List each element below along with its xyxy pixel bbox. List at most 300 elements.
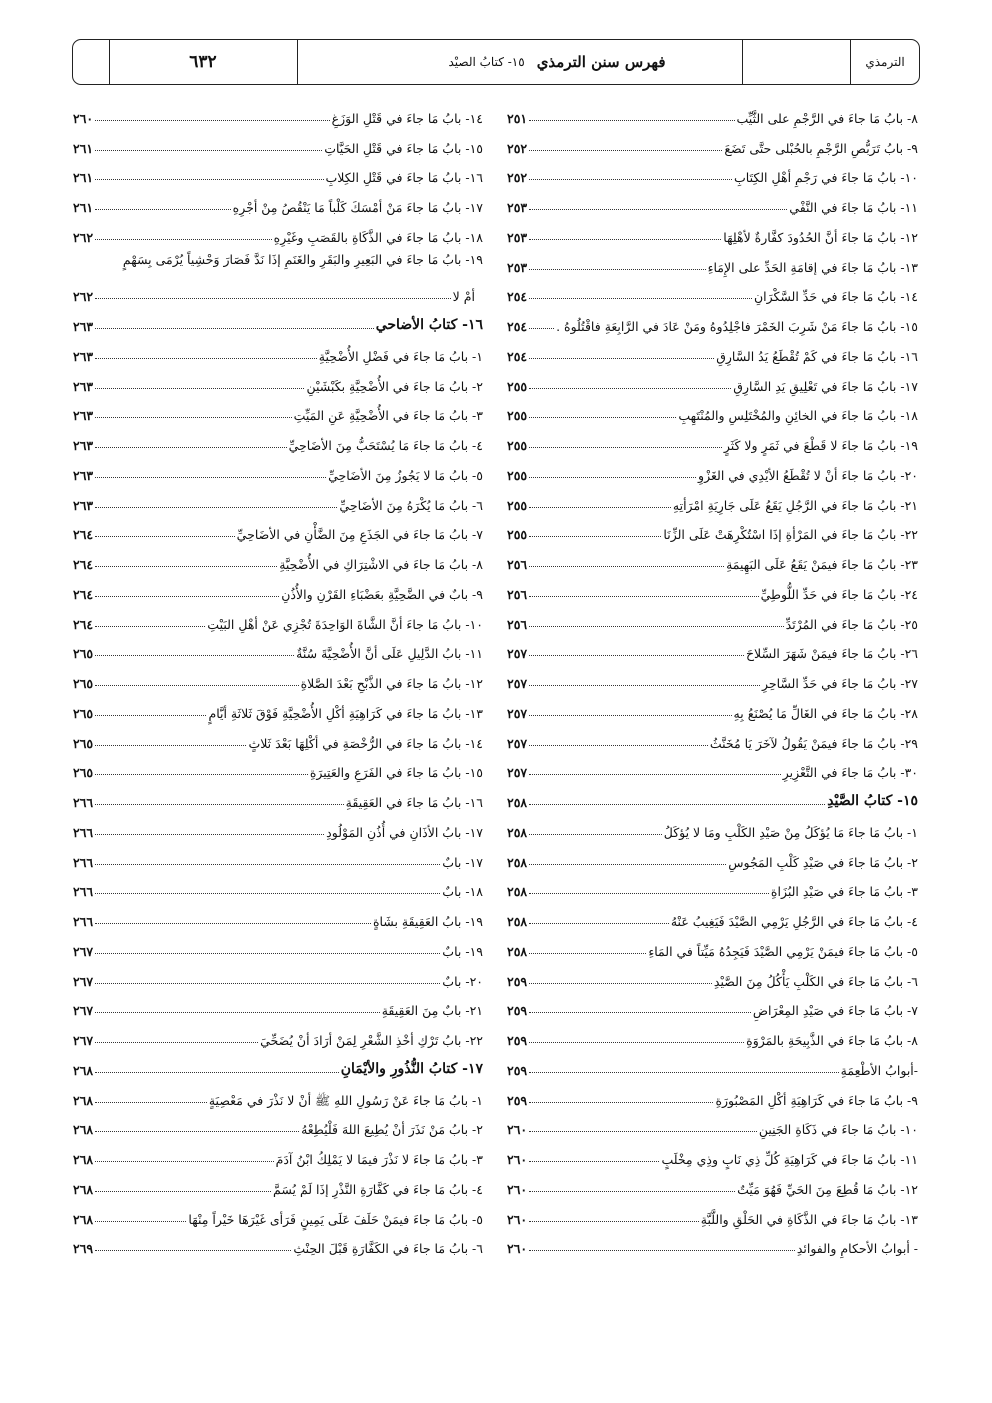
entry-title: ١٤- بابُ مَا جاءَ في قَتْلِ الوَزَغِ [331, 110, 483, 126]
index-entry [507, 1227, 918, 1257]
entry-page-number: ٢٦٨ [73, 1092, 94, 1108]
index-entry [507, 185, 918, 215]
index-entry [507, 721, 918, 751]
dot-leader [95, 804, 344, 805]
index-entry [73, 453, 483, 483]
entry-page-number: ٢٦٦ [73, 914, 94, 929]
entry-page-number: ٢٥٧ [507, 735, 528, 751]
index-entry [507, 929, 918, 959]
entry-title: ٢- بابُ مَنْ نَذَرَ أنْ يُطِيعَ اللهَ فَلْيُطِعْهُ [301, 1122, 483, 1138]
entry-title: ١٤- بابُ مَا جاءَ في الرُّخْصَةِ في أكْلِهَا بَعْدَ ثَلاثٍ [248, 735, 483, 751]
index-title: فهرس سنن الترمذي [536, 53, 666, 71]
entry-page-number: ٢٦٣ [73, 438, 94, 453]
index-entry [73, 602, 483, 632]
dot-leader [529, 120, 734, 121]
entry-title: ٢٨- بابُ مَا جاءَ في الغَالِّ مَا يُصْنَعُ بِهِ [733, 705, 918, 721]
entry-page-number: ٢٥٦ [507, 586, 528, 602]
entry-title: ٨- بابُ مَا جاءَ في الذَّبِيحَةِ بالمَرْوَةِ [746, 1033, 918, 1048]
index-entry [73, 840, 483, 870]
index-entry [73, 423, 483, 453]
chapter-heading [507, 780, 918, 810]
entry-page-number: ٢٦٧ [73, 1003, 94, 1019]
index-entry [507, 661, 918, 691]
dot-leader [529, 983, 712, 984]
dot-leader [529, 953, 646, 954]
dot-leader [95, 298, 451, 299]
dot-leader [95, 655, 294, 656]
entry-page-number: ٢٦٥ [73, 735, 94, 751]
index-entry [507, 602, 918, 632]
index-entry [73, 542, 483, 572]
entry-title: ٢٣- بابُ مَا جاءَ فيمَنْ يَقَعُ عَلَى البَهِيمَةِ [726, 557, 918, 572]
entry-page-number: ٢٦٣ [73, 408, 94, 424]
dot-leader [95, 447, 286, 448]
index-entry [73, 334, 483, 364]
index-entry [73, 126, 483, 156]
page-number: ٦٣٢ [189, 52, 217, 72]
index-entry [73, 899, 483, 929]
entry-page-number: ٢٥٤ [507, 348, 528, 364]
entry-page-number: ٢٦٣ [73, 497, 94, 513]
dot-leader [95, 923, 371, 924]
dot-leader [529, 1012, 751, 1013]
dot-leader [95, 179, 323, 180]
entry-title: ١٩- بابُ العَقِيقَةِ بشَاةٍ [372, 914, 483, 929]
book-name: الترمذي [865, 55, 905, 69]
entry-page-number: ٢٦٣ [73, 378, 94, 394]
entry-page-number: ٢٦٠ [507, 1152, 528, 1167]
dot-leader [529, 239, 721, 240]
entry-page-number: ٢٦٢ [73, 289, 94, 305]
dot-leader [529, 150, 722, 151]
index-entry [73, 1108, 483, 1138]
entry-title: ٨- بابُ مَا جاءَ في الاشْتِرَاكِ في الأُضْحِيَّةِ [279, 557, 483, 572]
entry-title: -أبوابُ الأطْعِمَةِ [840, 1062, 918, 1078]
index-entry [507, 215, 918, 245]
entry-title: ٨- بابُ مَا جاءَ في الرَّجْمِ على الثَّيِّب [736, 110, 918, 126]
entry-page-number: ٢٥٧ [507, 646, 528, 662]
index-entry [73, 751, 483, 781]
entry-title: ٤- بابُ مَا جاءَ في كَفَّارَةِ النَّذْرِ إذَا لَمْ يُسَمَّ [273, 1181, 483, 1197]
entry-page-number: ٢٦٣ [73, 348, 94, 364]
index-entry [507, 126, 918, 156]
dot-leader [95, 150, 322, 151]
entry-title: ١٧- بابُ مَا جاءَ في تَعْلِيقِ يَدِ السَّارِقِ [733, 378, 918, 394]
entry-page-number: ٢٦٠ [73, 110, 94, 126]
entry-page-number: ٢٥٥ [507, 527, 528, 543]
dot-leader [529, 923, 669, 924]
index-entry [73, 1227, 483, 1257]
entry-page-number: ٢٥٧ [507, 765, 528, 781]
dot-leader [95, 1161, 273, 1162]
index-entry [73, 156, 483, 186]
entry-title: ١٦- كتابُ الأضاحي [375, 317, 483, 334]
index-entry [73, 870, 483, 900]
index-column-right [507, 96, 918, 1256]
entry-page-number: ٢٥٥ [507, 438, 528, 453]
entry-page-number: ٢٦٤ [73, 586, 94, 602]
index-entry [507, 334, 918, 364]
dot-leader [95, 1221, 186, 1222]
dot-leader [95, 1191, 271, 1192]
header-divider [850, 40, 851, 84]
entry-page-number: ٢٦٠ [507, 1241, 528, 1257]
index-entry [73, 572, 483, 602]
entry-title: ١٥- بابُ مَا جاءَ مَنْ شَرِبَ الخَمْرَ فاجْلِدُوهُ ومَنْ عَادَ في الرَّابِعَةِ فاقْتُلُوهُ . [556, 319, 918, 334]
index-entry [73, 275, 483, 305]
dot-leader [529, 1221, 699, 1222]
entry-title: ٥- بابُ مَا جاءَ فيمَنْ حَلَفَ عَلَى يَمِينٍ فَرَأى غَيْرَهَا خَيْراً مِنْهَا [188, 1211, 483, 1227]
entry-title: ١٣- بابُ مَا جاءَ في الذَّكَاةِ في الحَلْقِ واللَّبَّةِ [700, 1211, 918, 1227]
entry-title: ١٦- بابُ مَا جاءَ في قَتْلِ الكِلابِ [325, 170, 483, 186]
entry-title: ٥- بابُ مَا لا يَجُوزُ مِنَ الأضَاحِيِّ [328, 467, 483, 483]
entry-title: ١٦- بابُ مَا جاءَ في العَقِيقَةِ [345, 795, 483, 810]
dot-leader [529, 1131, 757, 1132]
dot-leader [529, 269, 705, 270]
entry-title: ١٩- بابٌ [442, 943, 483, 959]
entry-page-number: ٢٦٤ [73, 557, 94, 572]
index-entry [507, 810, 918, 840]
entry-title: ١٥- بابُ مَا جاءَ في قَتْلِ الحَيَّاتِ [324, 140, 483, 156]
dot-leader [529, 566, 724, 567]
entry-page-number: ٢٦٣ [73, 467, 94, 483]
entry-page-number: ٢٥٢ [507, 140, 528, 156]
index-entry [507, 304, 918, 334]
dot-leader [95, 536, 235, 537]
entry-title: أمْ لا [452, 289, 475, 305]
entry-title: ٩- بابُ مَا جاءَ في كَرَاهِيَةِ أكْلِ المَصْبُورَةِ [715, 1092, 918, 1108]
index-entry [507, 245, 918, 275]
entry-page-number: ٢٦٨ [73, 1122, 94, 1138]
index-entry [73, 691, 483, 721]
entry-title: ١٥- بابُ مَا جاءَ في الفَرَعِ والعَتِيرَةِ [309, 765, 483, 781]
entry-page-number: ٢٥٧ [507, 705, 528, 721]
dot-leader [95, 834, 324, 835]
entry-title: ١٦- بابُ مَا جاءَ في كَمْ تُقْطَعُ يَدُ السَّارِقِ [716, 348, 918, 364]
entry-title: ٧- بابُ مَا جاءَ في الجَذَعِ مِنَ الضَّأْنِ في الأضَاحِيِّ [236, 527, 483, 543]
entry-title: ٢١- بابُ مَا جاءَ في الرَّجُلِ يَقَعُ عَلَى جَارِيَةِ امْرَأتِهِ [672, 497, 918, 513]
dot-leader [529, 477, 696, 478]
index-entry [73, 96, 483, 126]
entry-title: ١- بابُ مَا جاءَ في فَضْلِ الأُضْحِيَّةِ [318, 348, 483, 364]
entry-title: ١٣- بابُ مَا جاءَ في كَرَاهِيَةِ أكْلِ الأُضْحِيَّةِ فَوْقَ ثَلاثَةِ أيَّامٍ [208, 705, 483, 721]
entry-title: ١٩- بابُ مَا جاءَ في البَعِيرِ والبَقَرِ والغَنَمِ إذَا نَدَّ فَصَارَ وَحْشِياً يُرْمَى بِسَهْمٍ [122, 252, 483, 268]
entry-title: ١٠- بابُ مَا جاءَ في رَجْمِ أهْلِ الكِتَابِ [734, 170, 918, 186]
entry-title: ١٧- كتابُ النُّذُورِ والأيْمَانِ [340, 1060, 483, 1077]
entry-page-number: ٢٦٠ [507, 1181, 528, 1197]
dot-leader [95, 1042, 258, 1043]
chapter-heading [73, 304, 483, 334]
dot-leader [529, 1250, 795, 1251]
entry-title: ١٧- بابُ الأذَانِ في أُذُنِ المَوْلُودِ [326, 824, 483, 840]
dot-leader [95, 1102, 207, 1103]
entry-title: ١٢- بابُ مَا جاءَ في الذَّبْحِ بَعْدَ الصَّلاةِ [300, 676, 483, 691]
entry-title: ٩- بابُ تَرَبُّصِ الرَّجْمِ بالحُبْلى حتَّى تَضَعَ [724, 140, 918, 156]
entry-page-number: ٢٦١ [73, 140, 94, 156]
entry-page-number: ٢٥٧ [507, 676, 528, 691]
entry-page-number: ٢٦٨ [73, 1152, 94, 1167]
dot-leader [529, 626, 784, 627]
entry-page-number: ٢٦٥ [73, 676, 94, 691]
dot-leader [95, 626, 205, 627]
dot-leader [95, 893, 440, 894]
dot-leader [95, 596, 279, 597]
dot-leader [529, 328, 554, 329]
dot-leader [95, 1131, 299, 1132]
dot-leader [95, 1012, 380, 1013]
entry-title: - أبوابُ الأحكامِ والفوائدِ [796, 1241, 918, 1257]
entry-page-number: ٢٦٥ [73, 705, 94, 721]
entry-title: ٦- بابُ مَا يُكْرَهُ مِنَ الأضَاحِيِّ [339, 497, 483, 513]
entry-title: ٦- بابُ مَا جاءَ في الكَلْبِ يَأْكُلُ مِنَ الصَّيْدِ [713, 973, 918, 989]
entry-title: ١٩- بابُ مَا جاءَ لا قَطْعَ في ثَمَرٍ ولا كَثَرٍ [723, 438, 918, 453]
dot-leader [95, 953, 440, 954]
entry-page-number: ٢٦٥ [73, 765, 94, 781]
dot-leader [95, 120, 330, 121]
dot-leader [95, 1072, 339, 1073]
entry-page-number: ٢٥٨ [507, 914, 528, 929]
dot-leader [95, 477, 326, 478]
dot-leader [529, 685, 760, 686]
entry-page-number: ٢٥٨ [507, 824, 528, 840]
index-entry [507, 483, 918, 513]
entry-page-number: ٢٦٠ [507, 1211, 528, 1227]
entry-title: ١٨- بابُ مَا جاءَ في الذَّكَاةِ بالقَصَبِ وغَيْرِهِ [273, 229, 483, 245]
index-entry [73, 929, 483, 959]
index-entry [73, 1197, 483, 1227]
dot-leader [529, 1191, 735, 1192]
page-header [72, 39, 920, 85]
entry-title: ٢٦- بابُ مَا جاءَ فيمَنْ شَهَرَ السِّلاحَ [745, 646, 918, 662]
dot-leader [95, 1250, 291, 1251]
index-entry [507, 1078, 918, 1108]
dot-leader [95, 507, 337, 508]
entry-page-number: ٢٥٩ [507, 1062, 528, 1078]
entry-page-number: ٢٦٤ [73, 616, 94, 632]
dot-leader [529, 298, 752, 299]
index-entry [73, 989, 483, 1019]
header-divider [109, 40, 110, 84]
index-entry [507, 1167, 918, 1197]
index-entry [507, 156, 918, 186]
entry-page-number: ٢٥١ [507, 110, 528, 126]
index-entry [507, 394, 918, 424]
entry-page-number: ٢٥٦ [507, 557, 528, 572]
index-subtitle: ١٥- كتابُ الصيْد [448, 55, 525, 69]
index-entry [507, 542, 918, 572]
index-entry [73, 394, 483, 424]
entry-page-number: ٢٥٩ [507, 973, 528, 989]
entry-page-number: ٢٦٦ [73, 795, 94, 810]
dot-leader [95, 328, 374, 329]
index-entry [73, 483, 483, 513]
dot-leader [529, 1102, 713, 1103]
entry-title: ٢٧- بابُ مَا جاءَ في حَدِّ السَّاحِرِ [761, 676, 918, 691]
index-entry [507, 96, 918, 126]
index-entry [507, 899, 918, 929]
entry-page-number: ٢٥٨ [507, 943, 528, 959]
index-entry [507, 989, 918, 1019]
entry-page-number: ٢٥٤ [507, 289, 528, 305]
entry-page-number: ٢٥٣ [507, 200, 528, 215]
index-entry [507, 423, 918, 453]
entry-page-number: ٢٦٢ [73, 229, 94, 245]
index-entry [507, 1048, 918, 1078]
index-entry [507, 1018, 918, 1048]
entry-title: ٣٠- بابُ مَا جاءَ في التَّعْزِيرِ [782, 765, 918, 781]
entry-title: ٢٥- بابُ مَا جاءَ في المُرْتَدِّ [785, 616, 918, 632]
entry-page-number: ٢٥٨ [507, 884, 528, 900]
index-entry [73, 364, 483, 394]
entry-page-number: ٢٦٨ [73, 1181, 94, 1197]
dot-leader [95, 745, 246, 746]
entry-page-number: ٢٥٥ [507, 497, 528, 513]
entry-title: ٣- بابُ مَا جاءَ في صَيْدِ البُزَاةِ [770, 884, 918, 900]
entry-title: ١- بابُ مَا جاءَ مَا يُؤكَلُ مِنْ صَيْدِ الكَلْبِ ومَا لا يُؤكَلُ [663, 824, 918, 840]
entry-page-number: ٢٦٨ [73, 1211, 94, 1227]
dot-leader [529, 655, 744, 656]
entry-page-number: ٢٥٣ [507, 229, 528, 245]
index-entry [73, 1078, 483, 1108]
index-entry [73, 959, 483, 989]
dot-leader [95, 566, 277, 567]
dot-leader [95, 715, 206, 716]
entry-title: ١٠- بابُ مَا جاءَ أنَّ الشَّاةَ الوَاحِدَةَ تُجْزِي عَنْ أهْلِ البَيْتِ [207, 616, 483, 632]
entry-page-number: ٢٥٨ [507, 795, 528, 810]
dot-leader [95, 388, 304, 389]
entry-title: ٢٢- بابُ تَرْكِ أخْذِ الشَّعْرِ لِمَنْ أرَادَ أنْ يُضَحِّيَ [260, 1033, 483, 1048]
index-entry [507, 751, 918, 781]
entry-page-number: ٢٦١ [73, 200, 94, 215]
entry-page-number: ٢٦٣ [73, 319, 94, 334]
dot-leader [95, 358, 317, 359]
entry-title: ٤- بابُ مَا جاءَ في الرَّجُلِ يَرْمِي الصَّيْدَ فَيَغِيبُ عَنْهُ [670, 914, 918, 929]
chapter-heading [73, 1048, 483, 1078]
dot-leader [95, 209, 230, 210]
entry-page-number: ٢٥٩ [507, 1033, 528, 1048]
index-entry [73, 215, 483, 245]
index-entry [507, 840, 918, 870]
dot-leader [529, 596, 758, 597]
entry-title: ١٢- بابُ مَا جاءَ أنَّ الحُدُودَ كفَّارةٌ لأهْلِهَا [723, 229, 918, 245]
dot-leader [95, 417, 291, 418]
entry-title: ١٠- بابُ مَا جاءَ في ذَكَاةِ الجَنِينِ [758, 1122, 918, 1138]
entry-title: ٢- بابُ مَا جاءَ في صَيْدِ كَلْبِ المَجُوسِ [728, 854, 918, 870]
entry-page-number: ٢٦٠ [507, 1122, 528, 1138]
entry-page-number: ٢٥٥ [507, 408, 528, 424]
entry-page-number: ٢٥٩ [507, 1003, 528, 1019]
entry-page-number: ٢٦٧ [73, 1033, 94, 1048]
index-entry [507, 572, 918, 602]
index-entry [73, 810, 483, 840]
entry-page-number: ٢٦٥ [73, 646, 94, 662]
index-entry [507, 959, 918, 989]
index-entry [73, 780, 483, 810]
entry-title: ٢٠- بابٌ [442, 973, 483, 989]
entry-page-number: ٢٥٨ [507, 854, 528, 870]
entry-page-number: ٢٦٤ [73, 527, 94, 543]
index-entry [73, 1137, 483, 1167]
index-entry [507, 275, 918, 305]
dot-leader [95, 864, 440, 865]
index-entry [507, 1197, 918, 1227]
dot-leader [529, 774, 781, 775]
entry-page-number: ٢٦١ [73, 170, 94, 186]
dot-leader [529, 536, 661, 537]
entry-page-number: ٢٦٦ [73, 854, 94, 870]
dot-leader [529, 715, 731, 716]
entry-title: ٢٠- بابُ مَا جاءَ أنْ لا تُقْطَعُ الأيْدِي في الغَزْوِ [698, 467, 918, 483]
dot-leader [529, 388, 731, 389]
entry-title: ١١- بابُ مَا جاءَ في النَّفْي [789, 200, 918, 215]
index-entry [73, 1018, 483, 1048]
header-divider [297, 40, 298, 84]
entry-title: ١٧- بابُ مَا جاءَ مَنْ أمْسَكَ كَلْباً مَا يَنْقُصُ مِنْ أجْرِهِ [232, 200, 483, 215]
dot-leader [529, 1161, 659, 1162]
dot-leader [529, 804, 825, 805]
entry-page-number: ٢٦٧ [73, 973, 94, 989]
entry-title: ٣- بابُ مَا جاءَ في الأُضْحِيَّةِ عَنِ المَيِّتِ [293, 408, 483, 424]
entry-page-number: ٢٦٩ [73, 1241, 94, 1257]
dot-leader [529, 209, 787, 210]
entry-title: ١٥- كتابُ الصَّيْدِ [827, 793, 918, 810]
entry-page-number: ٢٥٥ [507, 378, 528, 394]
entry-title: ١٨- بابٌ [442, 884, 483, 900]
entry-title: ٣- بابُ مَا جاءَ لا نَذْرَ فيمَا لا يَمْلِكُ ابْنُ آدَمَ [275, 1152, 483, 1167]
entry-title: ٥- بابُ مَا جاءَ فيمَنْ يَرْمِي الصَّيْدَ فَيَجِدُهُ مَيِّتاً في المَاءِ [648, 943, 918, 959]
dot-leader [529, 864, 726, 865]
dot-leader [529, 1072, 838, 1073]
entry-title: ٧- بابُ مَا جاءَ في صَيْدِ المِعْرَاضِ [752, 1003, 918, 1019]
dot-leader [529, 179, 732, 180]
entry-title: ٢٤- بابُ مَا جاءَ في حَدِّ اللُّوطِيِّ [760, 586, 918, 602]
dot-leader [95, 685, 298, 686]
entry-title: ١١- بابُ مَا جاءَ في كَرَاهِيَةِ كُلِّ ذِي نَابٍ وذِي مِخْلَبٍ [661, 1152, 918, 1167]
index-entry [507, 513, 918, 543]
index-entry [73, 185, 483, 215]
dot-leader [95, 239, 272, 240]
entry-title: ١٨- بابُ مَا جاءَ في الخائِنِ والمُخْتَلِسِ والمُنْتَهِبِ [678, 408, 918, 424]
index-entry [73, 721, 483, 751]
dot-leader [529, 358, 714, 359]
entry-title: ١٤- بابُ مَا جاءَ في حَدِّ السَّكْرَانِ [753, 289, 918, 305]
index-entry [507, 632, 918, 662]
dot-leader [529, 507, 671, 508]
dot-leader [529, 417, 676, 418]
index-entry [507, 870, 918, 900]
index-entry [507, 453, 918, 483]
entry-title: ١٣- بابُ مَا جاءَ في إقامَةِ الحَدِّ على الإِمَاءِ [707, 259, 918, 275]
dot-leader [529, 1042, 744, 1043]
entry-title: ٢٩- بابُ مَا جاءَ فيمَنْ يَقُولُ لآخَرَ يَا مُخَنَّثُ [709, 735, 918, 751]
entry-page-number: ٢٥٩ [507, 1092, 528, 1108]
entry-title: ٢٢- بابُ مَا جاءَ في المَرْأةِ إذَا اسْتُكْرِهَتْ عَلَى الزِّنَا [663, 527, 918, 543]
dot-leader [529, 893, 769, 894]
entry-page-number: ٢٦٦ [73, 884, 94, 900]
index-entry [73, 513, 483, 543]
entry-page-number: ٢٥٢ [507, 170, 528, 186]
entry-page-number: ٢٦٦ [73, 824, 94, 840]
index-entry [73, 245, 483, 275]
entry-page-number: ٢٥٦ [507, 616, 528, 632]
entry-title: ٢- بابُ مَا جاءَ في الأُضْحِيَّةِ بكَبْشَيْنِ [306, 378, 483, 394]
index-column-left [73, 96, 483, 1256]
index-entry [73, 661, 483, 691]
dot-leader [529, 834, 662, 835]
index-entry [507, 1108, 918, 1138]
entry-title: ٤- بابُ مَا جاءَ مَا يُسْتَحَبُّ مِنَ الأضَاحِيِّ [288, 438, 483, 453]
entry-title: ١٢- بابُ مَا قُطِعَ مِنَ الحَيِّ فَهُوَ مَيِّتٌ [737, 1181, 918, 1197]
